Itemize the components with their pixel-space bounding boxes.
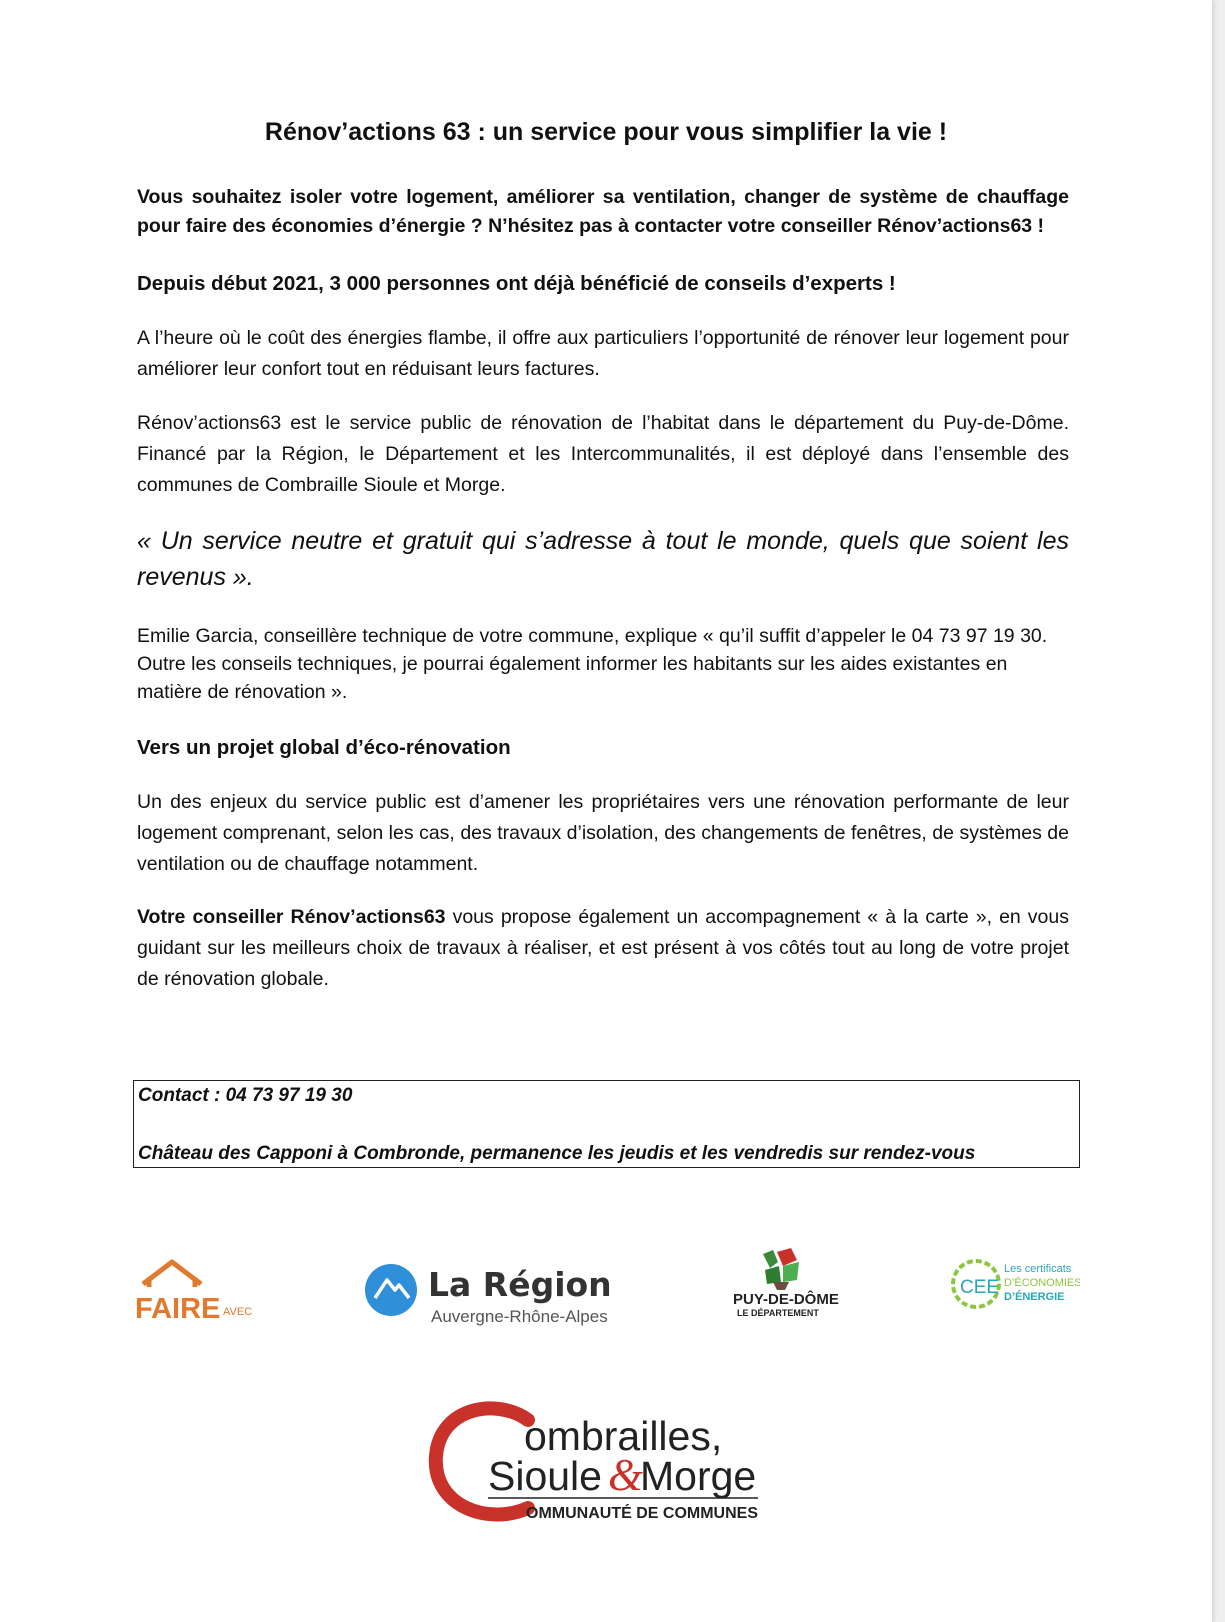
region-logo bbox=[365, 1262, 635, 1337]
faire-logo bbox=[135, 1258, 255, 1333]
combrailles-ampersand: & bbox=[608, 1450, 644, 1500]
cee-line1: Les certificats bbox=[1004, 1263, 1072, 1275]
lead-paragraph: Vous souhaitez isoler votre logement, améliorer sa ventilation, changer de système de chauffage pour faire des économies d’énergie ? N’hésitez pas à contacter votre conseiller Rénov’actions63 ! bbox=[137, 186, 1069, 237]
paragraph-public-service: Rénov’actions63 est le service public de rénovation de l’habitat dans le département du Puy-de-Dôme. Financé par la Région, le Département et les Intercommunalités, il est déployé dans l’ensemble des communes de Combraille Sioule et Morge. bbox=[137, 412, 1069, 496]
combrailles-line1: ombrailles, bbox=[524, 1413, 723, 1459]
contact-address: Château des Capponi à Combronde, permanence les jeudis et les vendredis sur rendez-vous bbox=[138, 1143, 976, 1164]
cee-badge-icon bbox=[950, 1258, 1080, 1318]
puy-de-dome-subtitle: LE DÉPARTEMENT bbox=[737, 1308, 819, 1318]
combrailles-line2a: Sioule bbox=[488, 1453, 602, 1499]
puy-de-dome-leaf-icon bbox=[733, 1248, 843, 1320]
combrailles-line3: OMMUNAUTÉ DE COMMUNES bbox=[526, 1505, 758, 1522]
combrailles-logo bbox=[428, 1398, 788, 1533]
paragraph-accompaniment bbox=[137, 902, 1069, 995]
faire-house-icon bbox=[135, 1258, 255, 1328]
paragraph-stakes: Un des enjeux du service public est d’amener les propriétaires vers une rénovation performante de leur logement comprenant, selon les cas, des travaux d’isolation, des changements de fenêtres, de systèmes de ventilation ou de chauffage notamment. bbox=[137, 791, 1069, 875]
section-heading-experts: Depuis début 2021, 3 000 personnes ont déjà bénéficié de conseils d’experts ! bbox=[137, 272, 896, 295]
faire-wordmark: FAIRE bbox=[135, 1293, 221, 1325]
section-heading-eco-renovation: Vers un projet global d’éco-rénovation bbox=[137, 736, 511, 759]
paragraph-advisor: Emilie Garcia, conseillère technique de votre commune, explique « qu’il suffit d’appeler le 04 73 97 19 30. Outre les conseils techniques, je pourrai également informer les habitants sur les aides existantes en matière de rénovation ». bbox=[137, 625, 1048, 703]
paragraph-energy-cost: A l’heure où le coût des énergies flambe, il offre aux particuliers l’opportunité de rénover leur logement pour améliorer leur confort tout en réduisant leurs factures. bbox=[137, 327, 1069, 380]
pull-quote: « Un service neutre et gratuit qui s’adresse à tout le monde, quels que soient les revenus ». bbox=[137, 527, 1069, 591]
region-circle-icon bbox=[365, 1264, 417, 1316]
region-logo-graphic bbox=[365, 1262, 635, 1332]
puy-de-dome-logo bbox=[733, 1248, 843, 1325]
cee-logo bbox=[950, 1258, 1080, 1323]
accompaniment-text: vous propose également un accompagnement « à la carte », en vous guidant sur les meilleurs choix de travaux à réaliser, et est présent à vos côtés tout au long de votre projet de rénovation globale. bbox=[137, 906, 1070, 990]
combrailles-line2b: Morge bbox=[640, 1453, 757, 1499]
cee-line3: D’ÉNERGIE bbox=[1004, 1291, 1065, 1303]
combrailles-c-icon bbox=[428, 1398, 788, 1528]
region-subtitle: Auvergne-Rhône-Alpes bbox=[431, 1307, 608, 1326]
advisor-bold-text: Votre conseiller Rénov’actions63 bbox=[137, 906, 446, 928]
page-title: Rénov’actions 63 : un service pour vous simplifier la vie ! bbox=[264, 118, 948, 146]
faire-suffix: AVEC bbox=[223, 1306, 253, 1318]
cee-abbr: CEE bbox=[960, 1277, 1000, 1298]
cee-line2: D’ÉCONOMIES bbox=[1004, 1277, 1080, 1289]
contact-phone: Contact : 04 73 97 19 30 bbox=[138, 1085, 353, 1106]
puy-de-dome-name: PUY-DE-DÔME bbox=[733, 1291, 839, 1308]
region-name: La Région bbox=[428, 1265, 612, 1304]
contact-box bbox=[133, 1080, 1080, 1168]
